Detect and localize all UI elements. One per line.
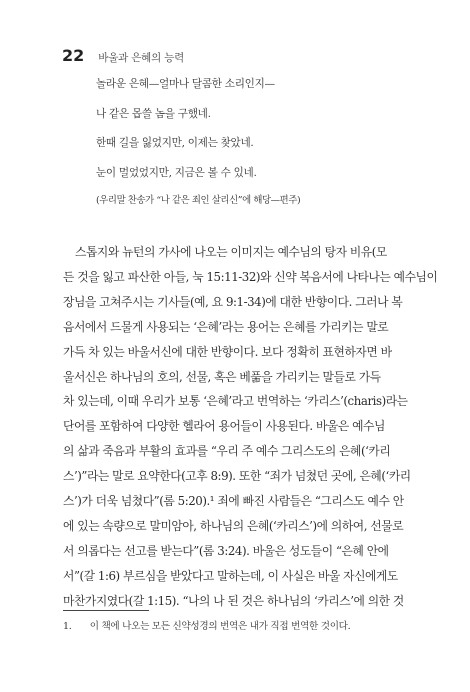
page-number: 22: [62, 46, 85, 65]
body-line: 서”(갈 1:6) 부르심을 받았다고 말하는데, 이 사실은 바울 자신에게도: [63, 568, 398, 583]
body-line: 스톱지와 뉴턴의 가사에 나오는 이미지는 예수님의 탕자 비유(모: [75, 245, 387, 259]
body-paragraph: [63, 240, 438, 614]
body-line: 마찬가지였다(갈 1:15). “나의 나 된 것은 하나님의 ‘카리스’에 의한 것: [63, 593, 404, 608]
body-line: 차 있는데, 이때 우리가 보통 ‘은혜’라고 번역하는 ‘카리스’(charis)라는: [63, 394, 408, 409]
body-line: 의 삶과 죽음과 부활의 효과를 “우리 주 예수 그리스도의 은혜(‘카리: [63, 444, 391, 459]
poem-quote: [96, 70, 300, 214]
body-line: 든 것을 잃고 파산한 아들, 눅 15:11-32)와 신약 복음서에 나타나는 예수님이: [63, 269, 438, 284]
poem-line: 눈이 멀었었지만, 지금은 볼 수 있네.: [96, 166, 257, 179]
poem-line: 놀라운 은혜—얼마나 달콤한 소리인지—: [96, 78, 275, 90]
body-line: 음서에서 드물게 사용되는 ‘은혜’라는 용어는 은혜를 가리키는 말로: [63, 319, 389, 334]
page-header: [62, 46, 184, 65]
body-line: 단어를 포함하여 다양한 헬라어 용어들이 사용된다. 바울은 예수님: [63, 419, 385, 434]
poem-line: 한때 길을 잃었지만, 이제는 찾았네.: [96, 137, 254, 149]
body-line: 울서신은 하나님의 호의, 선물, 혹은 베풂을 가리키는 말들로 가득: [63, 369, 381, 384]
body-line: 스’)”라는 말로 요약한다(고후 8:9). 또한 “죄가 넘쳤던 곳에, 은혜(‘카리: [63, 469, 411, 484]
body-line: 에 있는 속량으로 말미암아, 하나님의 은혜(‘카리스’)에 의하여, 선물로: [63, 518, 404, 533]
footnote-divider: [63, 610, 149, 611]
editor-note: (우리말 찬송가 “나 같은 죄인 살리신”에 해당—편주): [96, 195, 301, 206]
poem-line: 나 같은 몹쓸 놈을 구했네.: [96, 107, 211, 120]
body-line: 스’)가 더욱 넘쳤다”(롬 5:20).¹ 죄에 빠진 사람들은 “그리스도 예수 안: [63, 494, 404, 509]
running-title: 바울과 은혜의 능력: [98, 52, 185, 64]
footnote-text: 이 책에 나오는 모든 신약성경의 번역은 내가 직접 번역한 것이다.: [89, 621, 351, 632]
body-line: 서 의롭다는 선고를 받는다”(롬 3:24). 바울은 성도들이 “은혜 안에: [63, 543, 389, 558]
footnote-number: 1.: [63, 621, 72, 632]
body-line: 가득 차 있는 바울서신에 대한 반향이다. 보다 정확히 표현하자면 바: [63, 344, 392, 359]
body-line: 장님을 고쳐주시는 기사들(예, 요 9:1-34)에 대한 반향이다. 그러나 복: [63, 294, 403, 309]
footnote: [63, 618, 350, 632]
